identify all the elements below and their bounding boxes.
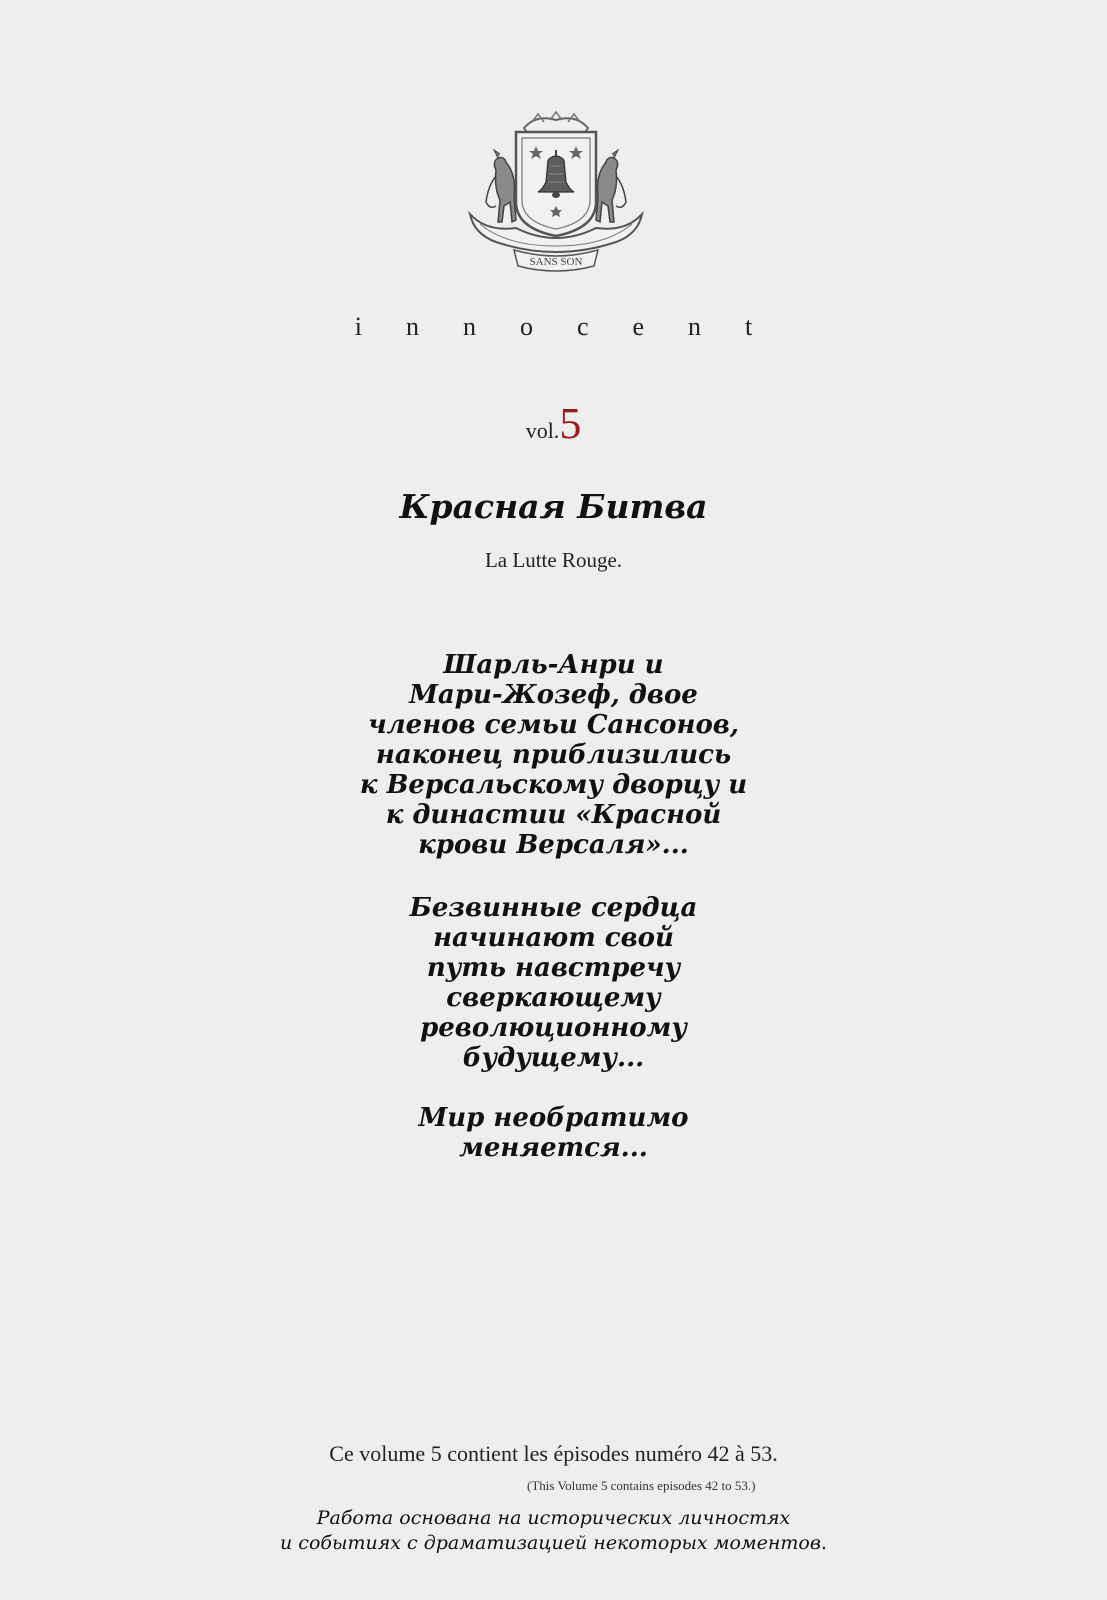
blurb-line: наконец приблизились [375, 740, 732, 770]
volume-number: 5 [559, 399, 582, 448]
blurb-line: Мир необратимо [418, 1103, 689, 1133]
blurb-line: революционному [420, 1013, 687, 1043]
blurb-paragraph-2 [0, 893, 1107, 1073]
blurb-line: сверкающему [446, 983, 661, 1013]
episodes-note-english: (This Volume 5 contains episodes 42 to 53.) [527, 1478, 756, 1493]
series-title: innocent [354, 312, 797, 341]
blurb-line: Мари-Жозеф, двое [409, 680, 698, 710]
blurb-line: начинают свой [433, 923, 674, 953]
disclaimer-line: и событиях с драматизацией некоторых моментов. [280, 1532, 827, 1554]
blurb-paragraph-3 [0, 1103, 1107, 1163]
volume-prefix: vol. [525, 418, 560, 443]
title-russian: Красная Битва [399, 487, 708, 526]
blurb-line: Безвинные сердца [409, 893, 698, 923]
blurb-line: крови Версаля»... [418, 830, 689, 860]
emblem-motto: SANS SON [529, 256, 583, 268]
blurb-line: к династии «Красной [385, 800, 722, 830]
blurb-line: к Версальскому дворцу и [359, 770, 748, 800]
blurb-line: меняется... [459, 1133, 648, 1163]
disclaimer [0, 1506, 1107, 1556]
blurb-line: будущему... [462, 1043, 645, 1073]
coat-of-arms-icon [466, 110, 646, 275]
volume-label [0, 398, 1107, 449]
disclaimer-line: Работа основана на исторических личностях [316, 1507, 791, 1529]
title-french: La Lutte Rouge. [484, 548, 623, 572]
episodes-note-french: Ce volume 5 contient les épisodes numéro 42 à 53. [329, 1441, 778, 1466]
blurb-line: Шарль-Анри и [443, 650, 664, 680]
blurb-line: членов семьи Сансонов, [368, 710, 739, 740]
blurb-paragraph-1 [0, 650, 1107, 860]
blurb-line: путь навстречу [426, 953, 681, 983]
